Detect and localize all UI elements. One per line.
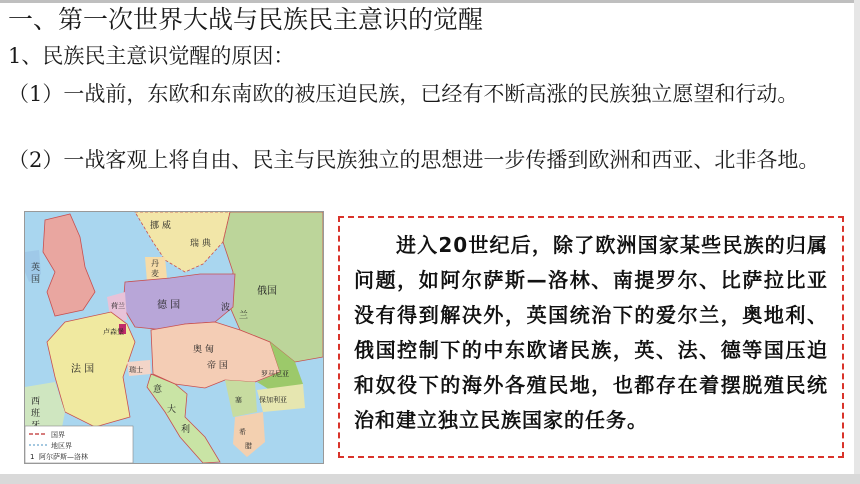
label-britain-2: 国 <box>31 275 41 285</box>
legend-national-border: 国界 <box>51 431 65 439</box>
section-subtitle: 1、民族民主意识觉醒的原因： <box>8 44 295 68</box>
label-luxembourg: 卢森堡 <box>103 328 124 336</box>
label-denmark: 丹 <box>151 259 159 268</box>
label-greece: 希 <box>239 428 246 436</box>
label-poland: 波 <box>221 303 231 313</box>
label-sweden: 瑞 典 <box>190 239 211 249</box>
label-greece-2: 腊 <box>245 442 252 450</box>
legend-alsace: 阿尔萨斯—洛林 <box>39 453 88 461</box>
label-spain-2: 班 <box>31 409 41 419</box>
legend-marker: 1 <box>30 453 35 461</box>
label-romania: 罗马尼亚 <box>261 370 289 378</box>
label-france: 法 国 <box>71 364 95 375</box>
label-austria: 奥 匈 <box>193 345 214 355</box>
label-austria-2: 帝 国 <box>207 361 228 371</box>
britain-region <box>43 214 95 316</box>
label-italy-2: 大 <box>167 405 177 415</box>
map-legend <box>25 426 133 463</box>
label-switzerland: 瑞士 <box>129 366 143 374</box>
bottom-accent-bar <box>0 474 860 484</box>
label-serbia: 塞 <box>235 396 242 404</box>
top-accent-bar <box>0 0 860 3</box>
europe-map <box>24 211 324 464</box>
label-spain: 西 <box>31 397 41 407</box>
label-italy: 意 <box>153 385 163 395</box>
callout-text: 进入20世纪后，除了欧洲国家某些民族的归属问题，如阿尔萨斯—洛林、南提罗尔、比萨拉比亚没有得到解决外，英国统治下的爱尔兰，奥地利、俄国控制下的中东欧诸民族，英、法、德等国压迫和奴役下的海外各殖民地，也都存在着摆脱殖民统治和建立独立民族国家的任务。 <box>354 233 828 432</box>
side-accent-bar <box>854 0 860 484</box>
label-netherlands: 荷兰 <box>111 302 125 310</box>
page-title: 一、第一次世界大战与民族民主意识的觉醒 <box>8 5 484 34</box>
europe-map-graphic <box>25 212 323 463</box>
callout-box <box>338 216 844 458</box>
greece-region <box>233 412 265 457</box>
label-denmark-2: 麦 <box>151 269 159 278</box>
legend-region-border: 地区界 <box>51 442 72 450</box>
reason-point-1: （1）一战前，东欧和东南欧的被压迫民族，已经有不断高涨的民族独立愿望和行动。 <box>8 82 799 106</box>
label-italy-3: 利 <box>181 425 191 435</box>
label-norway: 挪 威 <box>150 221 171 231</box>
label-germany: 德 国 <box>157 300 181 311</box>
label-britain: 英 <box>31 263 41 273</box>
label-russia: 俄国 <box>257 286 277 297</box>
label-poland-2: 兰 <box>239 311 249 321</box>
reason-point-2: （2）一战客观上将自由、民主与民族独立的思想进一步传播到欧洲和西亚、北非各地。 <box>8 148 820 172</box>
label-bulgaria: 保加利亚 <box>259 396 287 404</box>
